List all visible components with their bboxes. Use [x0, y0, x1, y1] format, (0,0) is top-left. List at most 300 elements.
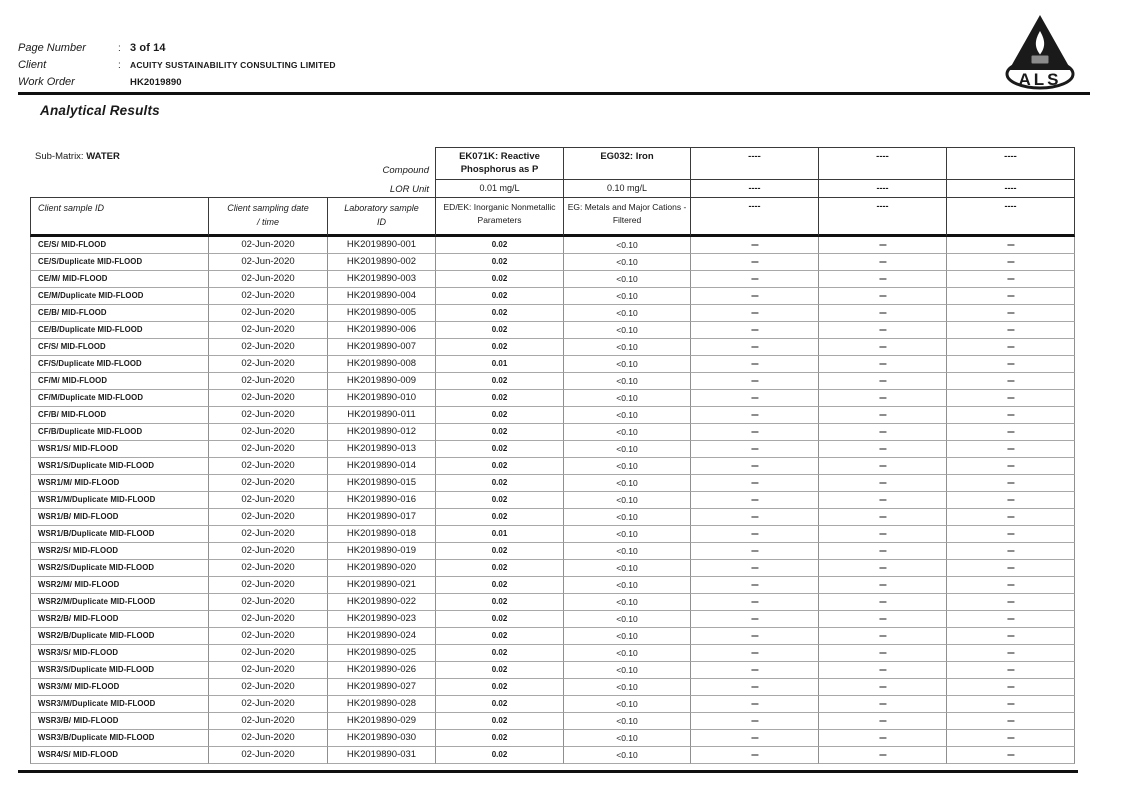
- lab-sample-id-cell: HK2019890-026: [327, 662, 435, 679]
- dash-cell: ----: [690, 373, 818, 390]
- lab-sample-id-cell: HK2019890-015: [327, 475, 435, 492]
- iron-value-cell: <0.10: [563, 288, 690, 305]
- table-row: [30, 407, 1075, 424]
- client-sample-id-cell: CF/S/ MID-FLOOD: [30, 339, 208, 356]
- client-sample-id-cell: CE/M/ MID-FLOOD: [30, 271, 208, 288]
- client-sample-id-cell: WSR1/B/Duplicate MID-FLOOD: [30, 526, 208, 543]
- logo-text: ALS: [1018, 70, 1062, 89]
- table-row: [30, 288, 1075, 305]
- lor-value-cell: ----: [818, 179, 946, 197]
- reactive-phosphorus-value-cell: 0.02: [435, 407, 563, 424]
- sampling-date-cell: 02-Jun-2020: [208, 679, 327, 696]
- table-row: [30, 594, 1075, 611]
- iron-value-cell: <0.10: [563, 373, 690, 390]
- iron-value-cell: <0.10: [563, 356, 690, 373]
- dash-cell: ----: [946, 509, 1075, 526]
- client-sample-id-cell: WSR1/B/ MID-FLOOD: [30, 509, 208, 526]
- colon: :: [118, 60, 121, 71]
- dash-cell: ----: [818, 271, 946, 288]
- lab-sample-id-cell: HK2019890-003: [327, 271, 435, 288]
- table-row: [30, 662, 1075, 679]
- analyte-name-cell: EG032: Iron: [563, 147, 690, 179]
- dash-cell: ----: [946, 356, 1075, 373]
- client-sample-id-cell: WSR3/M/Duplicate MID-FLOOD: [30, 696, 208, 713]
- table-row: [30, 696, 1075, 713]
- iron-value-cell: <0.10: [563, 713, 690, 730]
- client-sample-id-cell: WSR1/S/ MID-FLOOD: [30, 441, 208, 458]
- sampling-date-cell: 02-Jun-2020: [208, 713, 327, 730]
- dash-cell: ----: [690, 492, 818, 509]
- reactive-phosphorus-value-cell: 0.02: [435, 254, 563, 271]
- iron-value-cell: <0.10: [563, 747, 690, 764]
- client-value: ACUITY SUSTAINABILITY CONSULTING LIMITED: [130, 60, 336, 70]
- section-title: Analytical Results: [40, 103, 160, 118]
- iron-value-cell: <0.10: [563, 662, 690, 679]
- client-sample-id-cell: WSR2/M/Duplicate MID-FLOOD: [30, 594, 208, 611]
- client-sample-id-cell: WSR2/B/ MID-FLOOD: [30, 611, 208, 628]
- lab-sample-id-cell: HK2019890-007: [327, 339, 435, 356]
- table-row: [30, 271, 1075, 288]
- sampling-date-cell: 02-Jun-2020: [208, 424, 327, 441]
- lab-sample-id-cell: HK2019890-030: [327, 730, 435, 747]
- header-line: ID: [377, 216, 386, 227]
- dash-cell: ----: [946, 577, 1075, 594]
- table-row: [30, 543, 1075, 560]
- dash-cell: ----: [818, 662, 946, 679]
- iron-value-cell: <0.10: [563, 696, 690, 713]
- lab-sample-id-cell: HK2019890-028: [327, 696, 435, 713]
- dash-cell: ----: [690, 356, 818, 373]
- dash-cell: ----: [690, 288, 818, 305]
- reactive-phosphorus-value-cell: 0.02: [435, 577, 563, 594]
- dash-cell: ----: [946, 526, 1075, 543]
- lor-unit-row: [30, 179, 1075, 197]
- client-sample-id-cell: CF/M/Duplicate MID-FLOOD: [30, 390, 208, 407]
- table-row: [30, 390, 1075, 407]
- lab-sample-id-cell: HK2019890-012: [327, 424, 435, 441]
- client-sample-id-cell: WSR3/S/Duplicate MID-FLOOD: [30, 662, 208, 679]
- dash-cell: ----: [946, 322, 1075, 339]
- table-row: [30, 611, 1075, 628]
- iron-value-cell: <0.10: [563, 509, 690, 526]
- client-sample-id-cell: WSR2/S/ MID-FLOOD: [30, 543, 208, 560]
- dash-cell: ----: [690, 645, 818, 662]
- dash-cell: ----: [946, 713, 1075, 730]
- column-header-row: [30, 197, 1075, 237]
- reactive-phosphorus-value-cell: 0.02: [435, 339, 563, 356]
- sampling-date-cell: 02-Jun-2020: [208, 390, 327, 407]
- lab-sample-id-cell: HK2019890-031: [327, 747, 435, 764]
- dash-cell: ----: [690, 390, 818, 407]
- client-sample-id-cell: WSR4/S/ MID-FLOOD: [30, 747, 208, 764]
- table-row: [30, 713, 1075, 730]
- reactive-phosphorus-value-cell: 0.02: [435, 645, 563, 662]
- client-sample-id-cell: CE/S/Duplicate MID-FLOOD: [30, 254, 208, 271]
- analyte-name-cell: ----: [690, 147, 818, 179]
- client-sample-id-cell: CE/B/Duplicate MID-FLOOD: [30, 322, 208, 339]
- sampling-date-cell: 02-Jun-2020: [208, 441, 327, 458]
- lab-sample-id-cell: HK2019890-019: [327, 543, 435, 560]
- dash-cell: ----: [818, 628, 946, 645]
- dash-cell: ----: [690, 747, 818, 764]
- dash-cell: ----: [818, 492, 946, 509]
- iron-value-cell: <0.10: [563, 492, 690, 509]
- reactive-phosphorus-value-cell: 0.02: [435, 322, 563, 339]
- lab-sample-id-cell: HK2019890-021: [327, 577, 435, 594]
- lab-sample-id-cell: HK2019890-029: [327, 713, 435, 730]
- analytical-results-table: [30, 147, 1075, 764]
- dash-cell: ----: [690, 730, 818, 747]
- sampling-date-cell: 02-Jun-2020: [208, 594, 327, 611]
- client-sample-id-cell: CF/M/ MID-FLOOD: [30, 373, 208, 390]
- lab-sample-id-cell: HK2019890-025: [327, 645, 435, 662]
- client-sample-id-cell: CF/B/ MID-FLOOD: [30, 407, 208, 424]
- table-row: [30, 577, 1075, 594]
- reactive-phosphorus-value-cell: 0.02: [435, 458, 563, 475]
- dash-cell: ----: [946, 730, 1075, 747]
- dash-cell: ----: [690, 679, 818, 696]
- dash-cell: ----: [818, 594, 946, 611]
- client-sample-id-cell: CE/M/Duplicate MID-FLOOD: [30, 288, 208, 305]
- sampling-date-cell: 02-Jun-2020: [208, 526, 327, 543]
- lab-sample-id-cell: HK2019890-002: [327, 254, 435, 271]
- iron-value-cell: <0.10: [563, 560, 690, 577]
- dash-cell: ----: [946, 492, 1075, 509]
- table-row: [30, 322, 1075, 339]
- page-number-row: [18, 40, 578, 57]
- lab-sample-id-cell: HK2019890-010: [327, 390, 435, 407]
- als-logo: [995, 12, 1085, 92]
- iron-value-cell: <0.10: [563, 458, 690, 475]
- dash-cell: ----: [818, 356, 946, 373]
- client-sample-id-cell: CE/S/ MID-FLOOD: [30, 237, 208, 254]
- dash-cell: ----: [690, 696, 818, 713]
- iron-value-cell: <0.10: [563, 322, 690, 339]
- lor-value-cell: 0.10 mg/L: [563, 179, 690, 197]
- lab-sample-id-cell: HK2019890-009: [327, 373, 435, 390]
- iron-value-cell: <0.10: [563, 237, 690, 254]
- table-row: [30, 237, 1075, 254]
- client-label: Client: [18, 59, 47, 71]
- client-sample-id-cell: CF/B/Duplicate MID-FLOOD: [30, 424, 208, 441]
- iron-value-cell: <0.10: [563, 577, 690, 594]
- dash-cell: ----: [818, 339, 946, 356]
- iron-value-cell: <0.10: [563, 679, 690, 696]
- dash-cell: ----: [946, 611, 1075, 628]
- dash-cell: ----: [946, 288, 1075, 305]
- iron-value-cell: <0.10: [563, 407, 690, 424]
- dash-cell: ----: [818, 747, 946, 764]
- sampling-date-cell: 02-Jun-2020: [208, 577, 327, 594]
- sampling-date-cell: 02-Jun-2020: [208, 543, 327, 560]
- iron-value-cell: <0.10: [563, 526, 690, 543]
- lab-sample-id-cell: HK2019890-008: [327, 356, 435, 373]
- client-sample-id-cell: WSR2/S/Duplicate MID-FLOOD: [30, 560, 208, 577]
- dash-cell: ----: [690, 509, 818, 526]
- lor-value-cell: 0.01 mg/L: [435, 179, 563, 197]
- dash-cell: ----: [946, 339, 1075, 356]
- table-row: [30, 424, 1075, 441]
- iron-value-cell: <0.10: [563, 475, 690, 492]
- iron-value-cell: <0.10: [563, 543, 690, 560]
- lor-value-cell: ----: [690, 179, 818, 197]
- dash-cell: ----: [946, 254, 1075, 271]
- reactive-phosphorus-value-cell: 0.02: [435, 747, 563, 764]
- dash-cell: ----: [690, 662, 818, 679]
- sampling-date-cell: 02-Jun-2020: [208, 288, 327, 305]
- dash-cell: ----: [818, 237, 946, 254]
- lab-sample-id-cell: HK2019890-023: [327, 611, 435, 628]
- table-row: [30, 747, 1075, 764]
- dash-cell: ----: [818, 475, 946, 492]
- method-group-cell: ED/EK: Inorganic Nonmetallic Parameters: [435, 197, 563, 237]
- sampling-date-cell: 02-Jun-2020: [208, 356, 327, 373]
- reactive-phosphorus-value-cell: 0.02: [435, 696, 563, 713]
- reactive-phosphorus-value-cell: 0.02: [435, 390, 563, 407]
- table-body: [30, 237, 1075, 764]
- lab-sample-id-cell: HK2019890-005: [327, 305, 435, 322]
- reactive-phosphorus-value-cell: 0.02: [435, 424, 563, 441]
- sampling-date-cell: 02-Jun-2020: [208, 560, 327, 577]
- reactive-phosphorus-value-cell: 0.02: [435, 713, 563, 730]
- reactive-phosphorus-value-cell: 0.02: [435, 611, 563, 628]
- client-sample-id-cell: WSR2/M/ MID-FLOOD: [30, 577, 208, 594]
- reactive-phosphorus-value-cell: 0.02: [435, 628, 563, 645]
- lab-sample-id-cell: HK2019890-013: [327, 441, 435, 458]
- lab-sample-id-cell: HK2019890-017: [327, 509, 435, 526]
- dash-cell: ----: [818, 254, 946, 271]
- client-sample-id-cell: WSR3/B/Duplicate MID-FLOOD: [30, 730, 208, 747]
- client-sample-id-cell: WSR1/S/Duplicate MID-FLOOD: [30, 458, 208, 475]
- dash-cell: ----: [690, 441, 818, 458]
- reactive-phosphorus-value-cell: 0.02: [435, 305, 563, 322]
- work-order-label: Work Order: [18, 76, 75, 88]
- page-info-block: [18, 40, 578, 91]
- dash-cell: ----: [690, 543, 818, 560]
- lor-value-cell: ----: [946, 179, 1075, 197]
- table-row: [30, 492, 1075, 509]
- dash-cell: ----: [690, 611, 818, 628]
- sampling-date-cell: 02-Jun-2020: [208, 237, 327, 254]
- client-sample-id-cell: WSR1/M/ MID-FLOOD: [30, 475, 208, 492]
- dash-cell: ----: [946, 543, 1075, 560]
- sampling-date-cell: 02-Jun-2020: [208, 271, 327, 288]
- dash-cell: ----: [818, 509, 946, 526]
- sampling-date-cell: 02-Jun-2020: [208, 662, 327, 679]
- footer-rule: [18, 770, 1078, 773]
- iron-value-cell: <0.10: [563, 611, 690, 628]
- client-sample-id-cell: WSR3/B/ MID-FLOOD: [30, 713, 208, 730]
- dash-cell: ----: [946, 424, 1075, 441]
- table-row: [30, 560, 1075, 577]
- table-row: [30, 373, 1075, 390]
- reactive-phosphorus-value-cell: 0.02: [435, 509, 563, 526]
- dash-cell: ----: [818, 713, 946, 730]
- dash-cell: ----: [690, 424, 818, 441]
- table-row: [30, 458, 1075, 475]
- client-row: [18, 57, 578, 74]
- iron-value-cell: <0.10: [563, 254, 690, 271]
- dash-cell: ----: [946, 628, 1075, 645]
- sampling-date-cell: 02-Jun-2020: [208, 730, 327, 747]
- lab-sample-id-cell: HK2019890-022: [327, 594, 435, 611]
- reactive-phosphorus-value-cell: 0.02: [435, 441, 563, 458]
- dash-cell: ----: [690, 628, 818, 645]
- table-row: [30, 441, 1075, 458]
- dash-cell: ----: [818, 645, 946, 662]
- dash-cell: ----: [818, 322, 946, 339]
- sampling-date-cell: 02-Jun-2020: [208, 492, 327, 509]
- table-row: [30, 339, 1075, 356]
- iron-value-cell: <0.10: [563, 339, 690, 356]
- dash-cell: ----: [690, 254, 818, 271]
- sampling-date-cell: 02-Jun-2020: [208, 305, 327, 322]
- table-row: [30, 475, 1075, 492]
- iron-value-cell: <0.10: [563, 271, 690, 288]
- lab-sample-id-cell: HK2019890-020: [327, 560, 435, 577]
- dash-cell: ----: [690, 407, 818, 424]
- lab-sample-id-cell: HK2019890-024: [327, 628, 435, 645]
- dash-cell: ----: [818, 441, 946, 458]
- iron-value-cell: <0.10: [563, 594, 690, 611]
- dash-cell: ----: [690, 271, 818, 288]
- sampling-date-cell: 02-Jun-2020: [208, 696, 327, 713]
- sampling-date-cell: 02-Jun-2020: [208, 509, 327, 526]
- reactive-phosphorus-value-cell: 0.01: [435, 356, 563, 373]
- iron-value-cell: <0.10: [563, 441, 690, 458]
- table-row: [30, 509, 1075, 526]
- dash-cell: ----: [946, 475, 1075, 492]
- table-row: [30, 730, 1075, 747]
- dash-cell: ----: [946, 645, 1075, 662]
- iron-value-cell: <0.10: [563, 424, 690, 441]
- dash-cell: ----: [818, 390, 946, 407]
- sampling-date-cell: 02-Jun-2020: [208, 254, 327, 271]
- lab-sample-id-cell: HK2019890-001: [327, 237, 435, 254]
- header-line: Laboratory sample: [344, 203, 419, 213]
- reactive-phosphorus-value-cell: 0.02: [435, 475, 563, 492]
- reactive-phosphorus-value-cell: 0.02: [435, 237, 563, 254]
- dash-cell: ----: [818, 288, 946, 305]
- sub-matrix-value: WATER: [86, 151, 120, 162]
- dash-cell: ----: [818, 560, 946, 577]
- lab-sample-id-cell: HK2019890-016: [327, 492, 435, 509]
- dash-cell: ----: [818, 424, 946, 441]
- dash-cell: ----: [690, 713, 818, 730]
- reactive-phosphorus-value-cell: 0.02: [435, 594, 563, 611]
- table-row: [30, 254, 1075, 271]
- dash-cell: ----: [690, 560, 818, 577]
- page-number-label: Page Number: [18, 42, 86, 54]
- colon: :: [118, 43, 121, 54]
- table-row: [30, 679, 1075, 696]
- lab-sample-id-cell: HK2019890-006: [327, 322, 435, 339]
- dash-cell: ----: [946, 560, 1075, 577]
- sampling-date-cell: 02-Jun-2020: [208, 339, 327, 356]
- dash-cell: ----: [946, 390, 1075, 407]
- iron-value-cell: <0.10: [563, 390, 690, 407]
- reactive-phosphorus-value-cell: 0.01: [435, 526, 563, 543]
- reactive-phosphorus-value-cell: 0.02: [435, 271, 563, 288]
- candle-icon: [1032, 56, 1049, 64]
- lab-sample-id-cell: HK2019890-018: [327, 526, 435, 543]
- dash-cell: ----: [946, 662, 1075, 679]
- iron-value-cell: <0.10: [563, 628, 690, 645]
- client-sample-id-cell: CF/S/Duplicate MID-FLOOD: [30, 356, 208, 373]
- lab-sample-id-cell: HK2019890-011: [327, 407, 435, 424]
- dash-cell: ----: [690, 594, 818, 611]
- dash-cell: ----: [818, 730, 946, 747]
- dash-cell: ----: [690, 322, 818, 339]
- dash-cell: ----: [690, 526, 818, 543]
- dash-cell: ----: [818, 696, 946, 713]
- table-row: [30, 628, 1075, 645]
- reactive-phosphorus-value-cell: 0.02: [435, 373, 563, 390]
- sub-matrix: [35, 151, 120, 162]
- client-sample-id-cell: WSR1/M/Duplicate MID-FLOOD: [30, 492, 208, 509]
- lab-sample-id-cell: HK2019890-027: [327, 679, 435, 696]
- dash-cell: ----: [690, 339, 818, 356]
- method-group-cell: ----: [690, 197, 818, 237]
- table-row: [30, 645, 1075, 662]
- dash-cell: ----: [818, 305, 946, 322]
- lab-sample-id-cell: HK2019890-014: [327, 458, 435, 475]
- method-group-cell: ----: [946, 197, 1075, 237]
- table-row: [30, 526, 1075, 543]
- dash-cell: ----: [946, 594, 1075, 611]
- dash-cell: ----: [818, 373, 946, 390]
- dash-cell: ----: [818, 458, 946, 475]
- dash-cell: ----: [946, 696, 1075, 713]
- header-line: / time: [256, 216, 279, 227]
- sampling-date-cell: 02-Jun-2020: [208, 747, 327, 764]
- method-group-cell: ----: [818, 197, 946, 237]
- dash-cell: ----: [818, 679, 946, 696]
- sampling-date-cell: 02-Jun-2020: [208, 322, 327, 339]
- client-sample-id-cell: WSR3/S/ MID-FLOOD: [30, 645, 208, 662]
- reactive-phosphorus-value-cell: 0.02: [435, 730, 563, 747]
- reactive-phosphorus-value-cell: 0.02: [435, 492, 563, 509]
- dash-cell: ----: [818, 611, 946, 628]
- compound-label: Compound: [382, 165, 429, 176]
- dash-cell: ----: [946, 271, 1075, 288]
- dash-cell: ----: [690, 458, 818, 475]
- sampling-date-cell: 02-Jun-2020: [208, 628, 327, 645]
- dash-cell: ----: [946, 679, 1075, 696]
- dash-cell: ----: [818, 407, 946, 424]
- dash-cell: ----: [946, 373, 1075, 390]
- client-sample-id-cell: WSR2/B/Duplicate MID-FLOOD: [30, 628, 208, 645]
- matrix-meta-cell: [30, 147, 435, 179]
- sampling-date-cell: 02-Jun-2020: [208, 475, 327, 492]
- sampling-date-header: [208, 197, 327, 237]
- client-sample-id-header: [30, 197, 208, 237]
- header-line: Client sampling date: [227, 203, 309, 213]
- lab-sample-id-header: [327, 197, 435, 237]
- analyte-name-cell: ----: [946, 147, 1075, 179]
- header-line: Client sample ID: [38, 203, 105, 213]
- sub-matrix-label: Sub-Matrix:: [35, 151, 84, 162]
- table-row: [30, 305, 1075, 322]
- dash-cell: ----: [818, 526, 946, 543]
- table-row: [30, 356, 1075, 373]
- compound-header-row: [30, 147, 1075, 179]
- client-sample-id-cell: WSR3/M/ MID-FLOOD: [30, 679, 208, 696]
- dash-cell: ----: [946, 407, 1075, 424]
- work-order-value: HK2019890: [130, 77, 182, 88]
- iron-value-cell: <0.10: [563, 645, 690, 662]
- iron-value-cell: <0.10: [563, 730, 690, 747]
